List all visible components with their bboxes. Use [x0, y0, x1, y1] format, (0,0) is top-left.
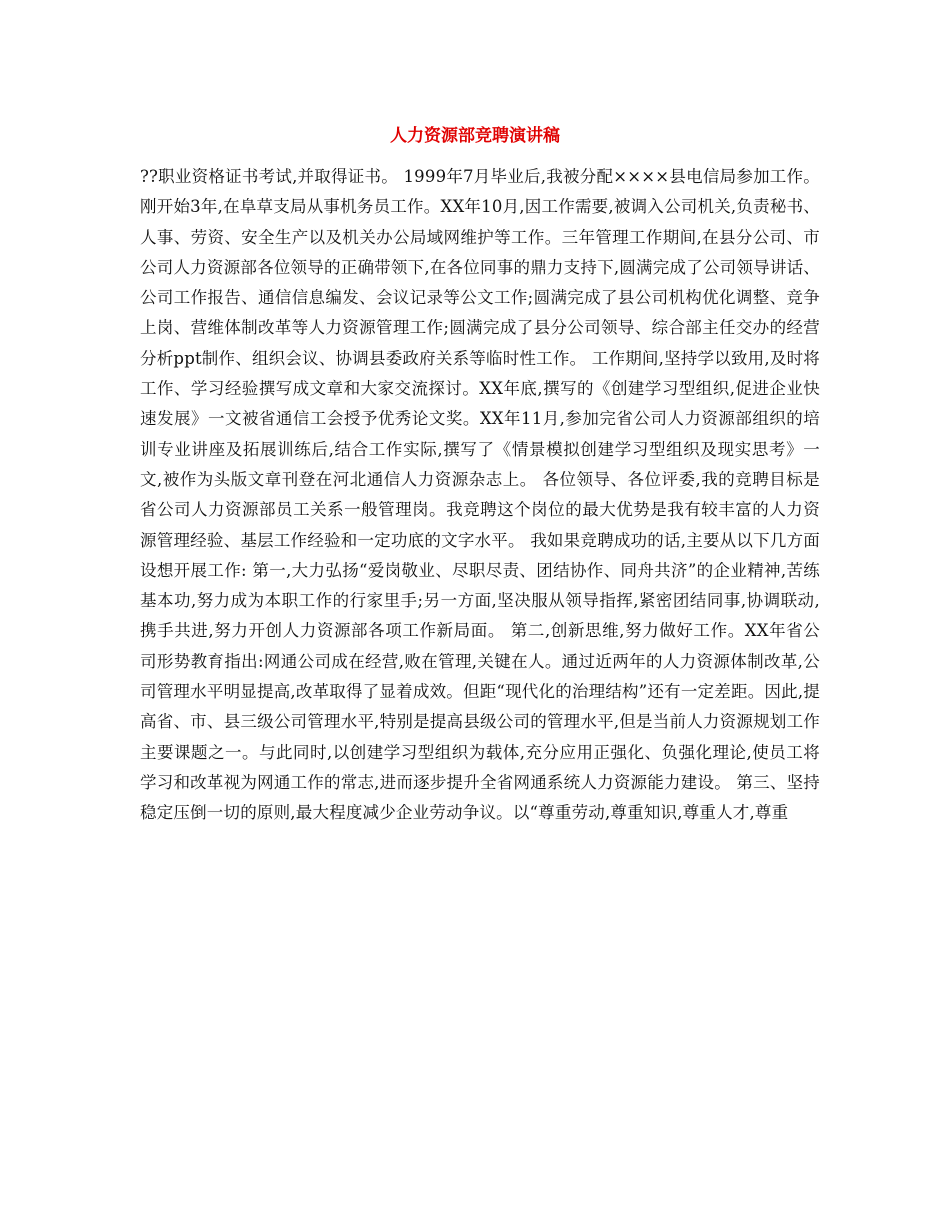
document-title: 人力资源部竞聘演讲稿: [390, 126, 560, 146]
document-body: ??职业资格证书考试,并取得证书。 1999年7月毕业后,我被分配××××县电信局参加工作。刚开始3年,在阜草支局从事机务员工作。XX年10月,因工作需要,被调入公司机关,负责秘书、人事、劳资、安全生产以及机关办公局域网维护等工作。三年管理工作期间,在县分公司、市公司人力资源部各位领导的正确带领下,在各位同事的鼎力支持下,圆满完成了公司领导讲话、公司工作报告、通信信息编发、会议记录等公文工作;圆满完成了县公司机构优化调整、竞争上岗、营维体制改革等人力资源管理工作;圆满完成了县分公司领导、综合部主任交办的经营分析ppt制作、组织会议、协调县委政府关系等临时性工作。 工作期间,坚持学以致用,及时将工作、学习经验撰写成文章和大家交流探讨。XX年底,撰写的《创建学习型组织,促进企业快速发展》一文被省通信工会授予优秀论文奖。XX年11月,参加完省公司人力资源部组织的培训专业讲座及拓展训练后,结合工作实际,撰写了《情景模拟创建学习型组织及现实思考》一文,被作为头版文章刊登在河北通信人力资源杂志上。 各位领导、各位评委,我的竞聘目标是省公司人力资源部员工关系一般管理岗。我竞聘这个岗位的最大优势是我有较丰富的人力资源管理经验、基层工作经验和一定功底的文字水平。 我如果竞聘成功的话,主要从以下几方面设想开展工作: 第一,大力弘扬“爱岗敬业、尽职尽责、团结协作、同舟共济”的企业精神,苦练基本功,努力成为本职工作的行家里手;另一方面,坚决服从领导指挥,紧密团结同事,协调联动,携手共进,努力开创人力资源部各项工作新局面。 第二,创新思维,努力做好工作。XX年省公司形势教育指出:网通公司成在经营,败在管理,关键在人。通过近两年的人力资源体制改革,公司管理水平明显提高,改革取得了显着成效。但距“现代化的治理结构”还有一定差距。因此,提高省、市、县三级公司管理水平,特别是提高县级公司的管理水平,但是当前人力资源规划工作主要课题之一。与此同时,以创建学习型组织为载体,充分应用正强化、负强化理论,使员工将学习和改革视为网通工作的常志,进而逐步提升全省网通系统人力资源能力建设。 第三、坚持稳定压倒一切的原则,最大程度减少企业劳动争议。以“尊重劳动,尊重知识,尊重人才,尊重: [140, 167, 820, 823]
